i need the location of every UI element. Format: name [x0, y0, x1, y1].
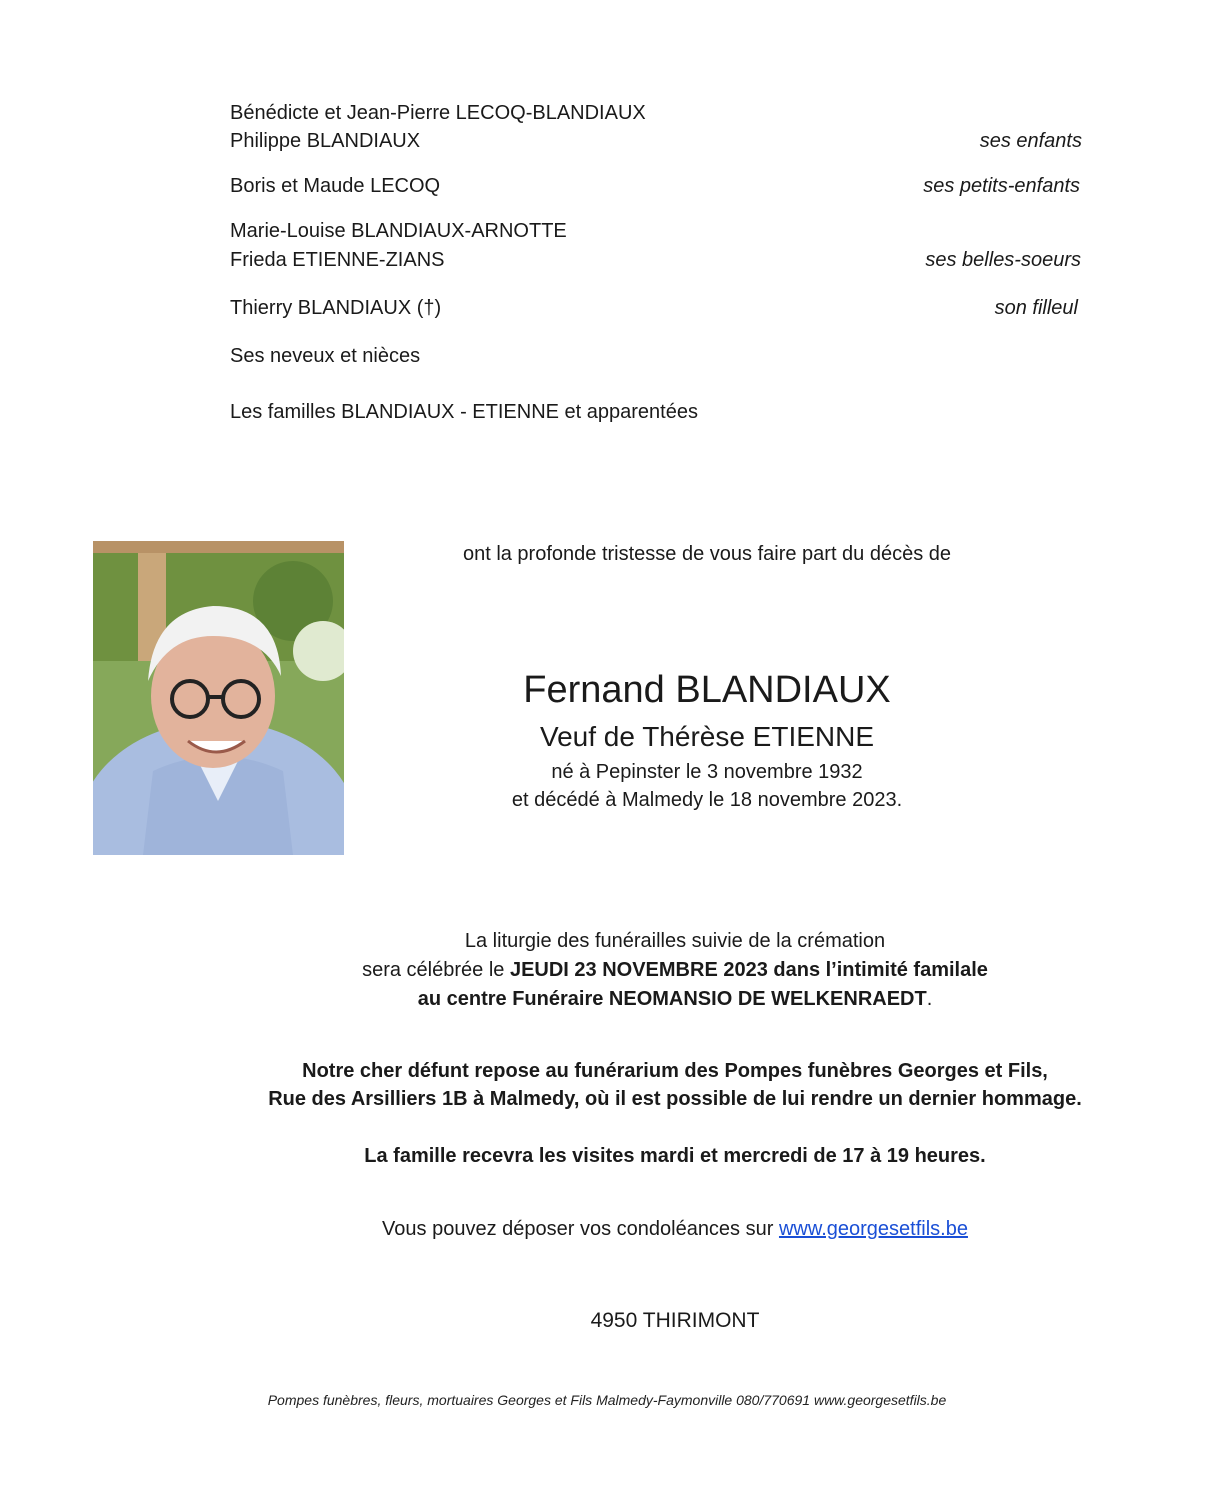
birth-line: né à Pepinster le 3 novembre 1932 [551, 761, 863, 783]
ceremony-line-3 [68, 986, 1214, 1012]
family-line-sisters-in-law-1: Marie-Louise BLANDIAUX-ARNOTTE [230, 220, 567, 242]
visits-line: La famille recevra les visites mardi et mercredi de 17 à 19 heures. [364, 1145, 986, 1167]
ceremony-date: JEUDI 23 NOVEMBRE 2023 dans l’intimité familale [509, 959, 988, 981]
repose-line-1: Notre cher défunt repose au funérarium des Pompes funèbres Georges et Fils, [302, 1060, 1048, 1082]
family-line-families: Les familles BLANDIAUX - ETIENNE et apparentées [230, 401, 698, 423]
relation-children: ses enfants [979, 130, 1082, 152]
relation-grandchildren: ses petits-enfants [923, 175, 1080, 197]
widow-line: Veuf de Thérèse ETIENNE [539, 721, 875, 752]
condolences-line [68, 1216, 1214, 1242]
ceremony-line-1: La liturgie des funérailles suivie de la crémation [464, 930, 886, 952]
condolences-link[interactable]: www.georgesetfils.be [778, 1218, 968, 1240]
family-line-godson: Thierry BLANDIAUX (†) [230, 297, 442, 319]
family-line-sisters-in-law-2: Frieda ETIENNE-ZIANS [230, 249, 445, 271]
family-line-grandchildren: Boris et Maude LECOQ [230, 175, 441, 197]
family-line-nephews: Ses neveux et nièces [230, 345, 421, 367]
announcement-intro: ont la profonde tristesse de vous faire part du décès de [462, 543, 952, 565]
deceased-name: Fernand BLANDIAUX [523, 669, 891, 711]
repose-line-2: Rue des Arsilliers 1B à Malmedy, où il est possible de lui rendre un dernier hommage. [268, 1088, 1082, 1110]
death-line: et décédé à Malmedy le 18 novembre 2023. [511, 789, 903, 811]
address: 4950 THIRIMONT [590, 1309, 760, 1332]
ceremony-location: au centre Funéraire NEOMANSIO DE WELKENRAEDT [417, 988, 927, 1010]
family-line-children-2: Philippe BLANDIAUX [230, 130, 421, 152]
relation-sisters-in-law: ses belles-soeurs [925, 249, 1081, 271]
relation-godson: son filleul [994, 297, 1078, 319]
ceremony-period: . [926, 988, 933, 1010]
ceremony-line-2-plain: sera célébrée le [362, 959, 510, 981]
condolences-text: Vous pouvez déposer vos condoléances sur [382, 1218, 779, 1240]
family-line-children-1: Bénédicte et Jean-Pierre LECOQ-BLANDIAUX [230, 102, 646, 124]
footer: Pompes funèbres, fleurs, mortuaires Georges et Fils Malmedy-Faymonville 080/770691 www.georgesetfils.be [267, 1392, 947, 1408]
ceremony-line-2 [68, 957, 1214, 983]
